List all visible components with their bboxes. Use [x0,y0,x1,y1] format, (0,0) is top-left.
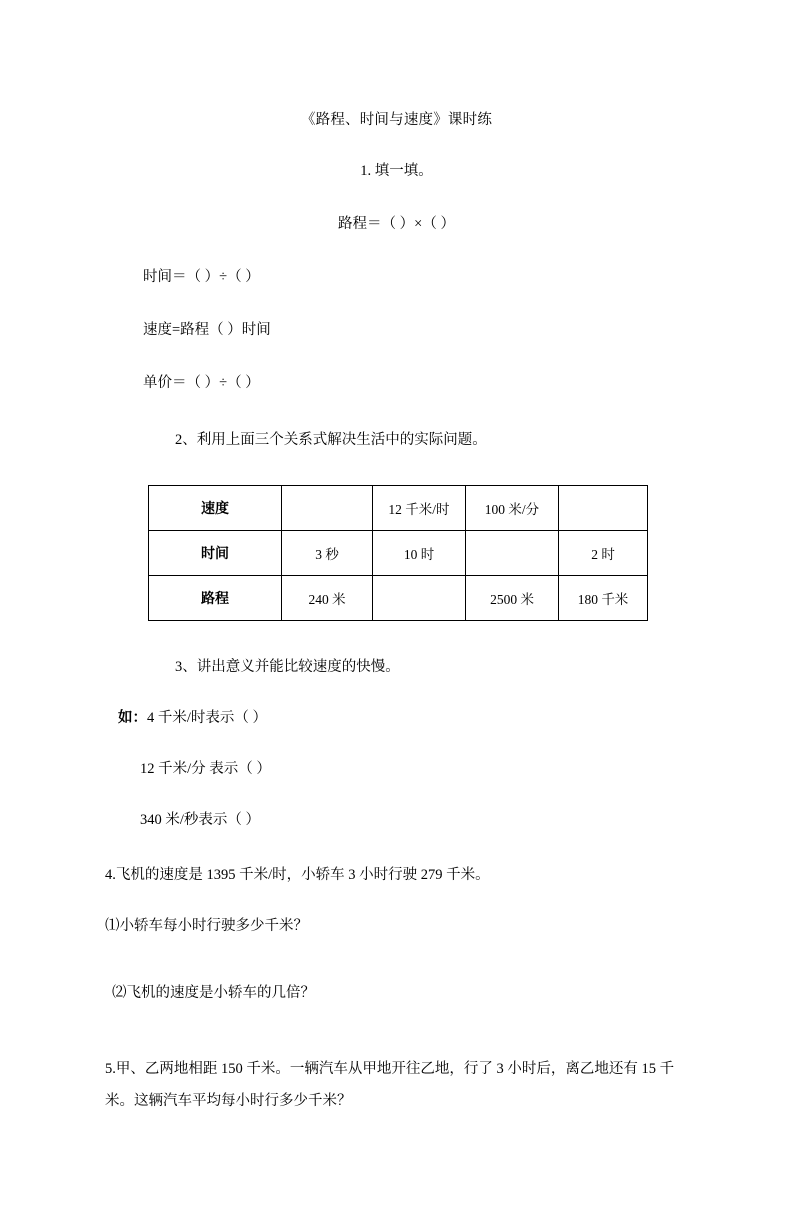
section3-example [118,706,793,727]
row-header-time: 时间 [149,531,282,576]
cell-speed-2: 12 千米/时 [373,486,466,531]
section5-heading: 5.甲、乙两地相距 150 千米。一辆汽车从甲地开往乙地，行了 3 小时后，离乙地还有 15 千米。这辆汽车平均每小时行多少千米？ [105,1061,675,1109]
table-row [149,531,648,576]
cell-time-3 [466,531,559,576]
cell-distance-4: 180 千米 [559,576,648,621]
section2-heading: 2、利用上面三个关系式解决生活中的实际问题。 [175,432,487,448]
section3-line2: 12 千米/分 表示（ ） [140,761,271,777]
table-row [149,576,648,621]
speed-time-distance-table [148,485,648,621]
section4-question2: ⑵飞机的速度是小轿车的几倍？ [112,985,315,1001]
row-header-distance: 路程 [149,576,282,621]
section1-heading: 1. 填一填。 [360,163,433,179]
worksheet-page [0,108,793,1230]
example-text: 4 千米/时表示（ ） [147,710,268,726]
page-title: 《路程、时间与速度》课时练 [300,112,493,128]
cell-time-1: 3 秒 [282,531,373,576]
cell-time-4: 2 时 [559,531,648,576]
cell-speed-4 [559,486,648,531]
formula-unit-price: 单价＝（ ）÷（ ） [143,375,260,391]
section4-heading: 4.飞机的速度是 1395 千米/时，小轿车 3 小时行驶 279 千米。 [105,867,490,883]
cell-distance-3: 2500 米 [466,576,559,621]
cell-distance-1: 240 米 [282,576,373,621]
example-label: 如： [118,710,147,726]
section3-line3: 340 米/秒表示（ ） [140,812,261,828]
cell-time-2: 10 时 [373,531,466,576]
section4-question1: ⑴小轿车每小时行驶多少千米？ [105,918,308,934]
section3-heading: 3、讲出意义并能比较速度的快慢。 [175,659,400,675]
cell-speed-3: 100 米/分 [466,486,559,531]
formula-distance: 路程＝（ ）×（ ） [338,216,455,232]
formula-time: 时间＝（ ）÷（ ） [143,269,260,285]
cell-distance-2 [373,576,466,621]
table-row [149,486,648,531]
formula-speed: 速度=路程（ ）时间 [143,322,271,338]
row-header-speed: 速度 [149,486,282,531]
cell-speed-1 [282,486,373,531]
